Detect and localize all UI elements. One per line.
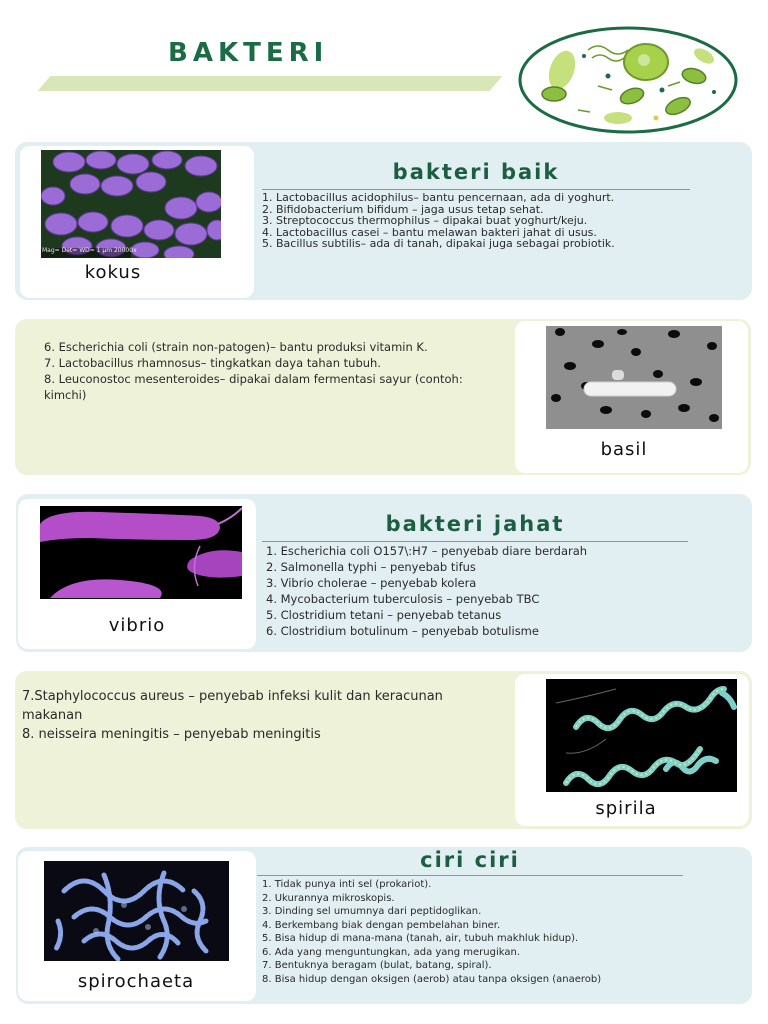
list-item: 3. Streptococcus thermophilus – dipakai buat yoghurt/keju. (262, 214, 588, 228)
spirila-photo (546, 679, 737, 792)
list-item: 8. Leuconostoc mesenteroides– dipakai dalam fermentasi sayur (contoh: kimchi) (44, 372, 463, 402)
list-item: 4. Berkembang biak dengan pembelahan biner. (262, 919, 501, 931)
spirochaeta-card (18, 851, 256, 1001)
spirila-card (515, 674, 749, 826)
vibrio-photo (40, 506, 242, 599)
list-item: 7. Lactobacillus rhamnosus– tingkatkan daya tahan tubuh. (44, 356, 381, 370)
good-bacteria-more-list (44, 339, 464, 403)
basil-card (515, 321, 748, 473)
spirochaeta-photo (44, 861, 229, 961)
list-item: 8. Bisa hidup dengan oksigen (aerob) atau tanpa oksigen (anaerob) (262, 973, 602, 985)
list-item: 3. Dinding sel umumnya dari peptidoglikan. (262, 906, 482, 917)
vibrio-card (18, 499, 256, 649)
basil-caption: basil (600, 439, 648, 460)
list-item: 6. Escherichia coli (strain non-patogen)– bantu produksi vitamin K. (44, 340, 428, 354)
bad-bacteria-list (266, 543, 700, 639)
spirochaeta-caption: spirochaeta (77, 971, 195, 992)
spirila-caption: spirila (595, 798, 657, 819)
traits-list (262, 878, 710, 986)
list-item: 5. Bisa hidup di mana-mana (tanah, air, tubuh makhluk hidup). (262, 933, 579, 944)
list-item: 8. neisseira meningitis – penyebab meningitis (22, 727, 321, 742)
list-item: 4. Lactobacillus casei – bantu melawan bakteri jahat di usus. (262, 225, 597, 239)
page-title: BAKTERI (168, 38, 329, 68)
vibrio-caption: vibrio (108, 615, 166, 636)
traits-divider (257, 875, 683, 876)
list-item: 6. Clostridium botulinum – penyebab botulisme (266, 624, 539, 638)
kokus-caption: kokus (84, 262, 142, 283)
bad-bacteria-more-list (22, 687, 506, 744)
list-item: 5. Clostridium tetani – penyebab tetanus (266, 608, 502, 622)
good-bacteria-divider (262, 189, 690, 190)
bad-bacteria-heading: bakteri jahat (385, 512, 565, 536)
title-underline (38, 76, 503, 91)
kokus-card (20, 146, 254, 298)
list-item: 7.Staphylococcus aureus – penyebab infeksi kulit dan keracunan makanan (22, 689, 443, 723)
list-item: 3. Vibrio cholerae – penyebab kolera (266, 576, 477, 590)
list-item: 5. Bacillus subtilis– ada di tanah, dipakai juga sebagai probiotik. (262, 237, 615, 251)
list-item: 4. Mycobacterium tuberculosis – penyebab TBC (266, 592, 540, 606)
kokus-photo (41, 150, 221, 258)
list-item: 1. Lactobacillus acidophilus– bantu pencernaan, ada di yoghurt. (262, 191, 615, 204)
list-item: 1. Tidak punya inti sel (prokariot). (262, 879, 432, 890)
good-bacteria-list (262, 192, 702, 250)
bad-bacteria-divider (262, 541, 688, 542)
traits-heading: ciri ciri (420, 848, 520, 872)
good-bacteria-heading: bakteri baik (392, 160, 560, 184)
kokus-photo-overlay: Mag= Det= WD= 1 µm 20000x (42, 247, 137, 254)
cell-illustration (518, 26, 738, 134)
basil-photo (546, 326, 722, 429)
list-item: 2. Bifidobacterium bifidum – jaga usus tetap sehat. (262, 202, 544, 216)
list-item: 2. Salmonella typhi – penyebab tifus (266, 560, 476, 574)
list-item: 2. Ukurannya mikroskopis. (262, 892, 395, 904)
list-item: 7. Bentuknya beragam (bulat, batang, spiral). (262, 960, 492, 971)
list-item: 6. Ada yang menguntungkan, ada yang merugikan. (262, 946, 521, 958)
list-item: 1. Escherichia coli O157\:H7 – penyebab diare berdarah (266, 544, 588, 558)
